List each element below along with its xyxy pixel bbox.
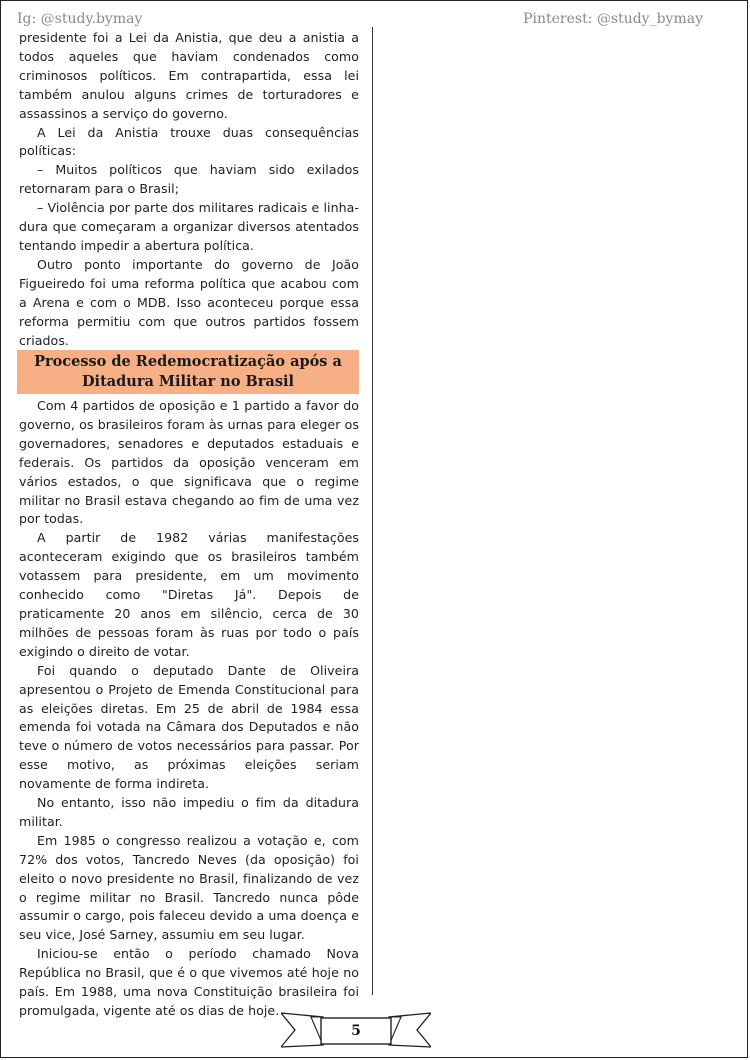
paragraph: A Lei da Anistia trouxe duas consequências políticas: <box>19 124 359 159</box>
text-column-top <box>19 29 359 350</box>
paragraph: No entanto, isso não impediu o fim da ditadura militar. <box>19 795 359 829</box>
page-number: 5 <box>351 1023 361 1039</box>
paragraph: Em 1985 o congresso realizou a votação e, com 72% dos votos, Tancredo Neves (da oposição) foi eleito o novo presidente no Brasil, finalizando de vez o regime militar no Brasil. Tancredo nunca pôde assumir o cargo, pois faleceu devido a uma doença e seu vice, José Sarney, assumiu em seu lugar. <box>19 832 359 943</box>
paragraph: A partir de 1982 várias manifestações aconteceram exigindo que os brasileiros também votassem para presidente, em um movimento conhecido como "Diretas Já". Depois de praticamente 20 anos em silêncio, cerca de 30 milhões de pessoas foram às ruas por todo o país exigindo o direito de votar. <box>19 530 359 659</box>
paragraph: Iniciou-se então o período chamado Nova República no Brasil, que é o que vivemos até hoje no país. Em 1988, uma nova Constituição brasileira foi promulgada, vigente até os dias de hoje. <box>19 946 359 1018</box>
section-title-line: Ditadura Militar no Brasil <box>81 373 295 390</box>
bullet-item: – Violência por parte dos militares radicais e linha-dura que começaram a organizar diversos atentados tentando impedir a abertura política. <box>19 200 359 253</box>
text-column-bottom <box>19 397 359 1021</box>
paragraph: presidente foi a Lei da Anistia, que deu a anistia a todos aqueles que haviam condenados como criminosos políticos. Em contrapartida, essa lei também anulou alguns crimes de torturadores e assassinos a serviço do governo. <box>19 30 359 121</box>
paragraph: Foi quando o deputado Dante de Oliveira apresentou o Projeto de Emenda Constitucional para as eleições diretas. Em 25 de abril de 1984 essa emenda foi votada na Câmara dos Deputados e não teve o número de votos necessários para passar. Por esse motivo, as próximas eleições seriam novamente de forma indireta. <box>19 662 359 792</box>
paragraph: Com 4 partidos de oposição e 1 partido a favor do governo, os brasileiros foram às urnas para eleger os governadores, senadores e deputados estaduais e federais. Os partidos da oposição venceram em vários estados, o que significava que o regime militar no Brasil estava chegando ao fim de uma vez por todas. <box>19 398 359 527</box>
column-divider <box>372 27 373 995</box>
instagram-handle: Ig: @study.bymay <box>17 11 143 27</box>
bullet-item: – Muitos políticos que haviam sido exilados retornaram para o Brasil; <box>19 162 359 197</box>
section-title <box>17 350 359 394</box>
section-title-line: Processo de Redemocratização após a <box>34 353 342 370</box>
pinterest-handle: Pinterest: @study_bymay <box>523 11 703 27</box>
paragraph: Outro ponto importante do governo de João Figueiredo foi uma reforma política que acabou com a Arena e com o MDB. Isso aconteceu porque essa reforma permitiu com que outros partidos fossem criados. <box>19 256 359 348</box>
